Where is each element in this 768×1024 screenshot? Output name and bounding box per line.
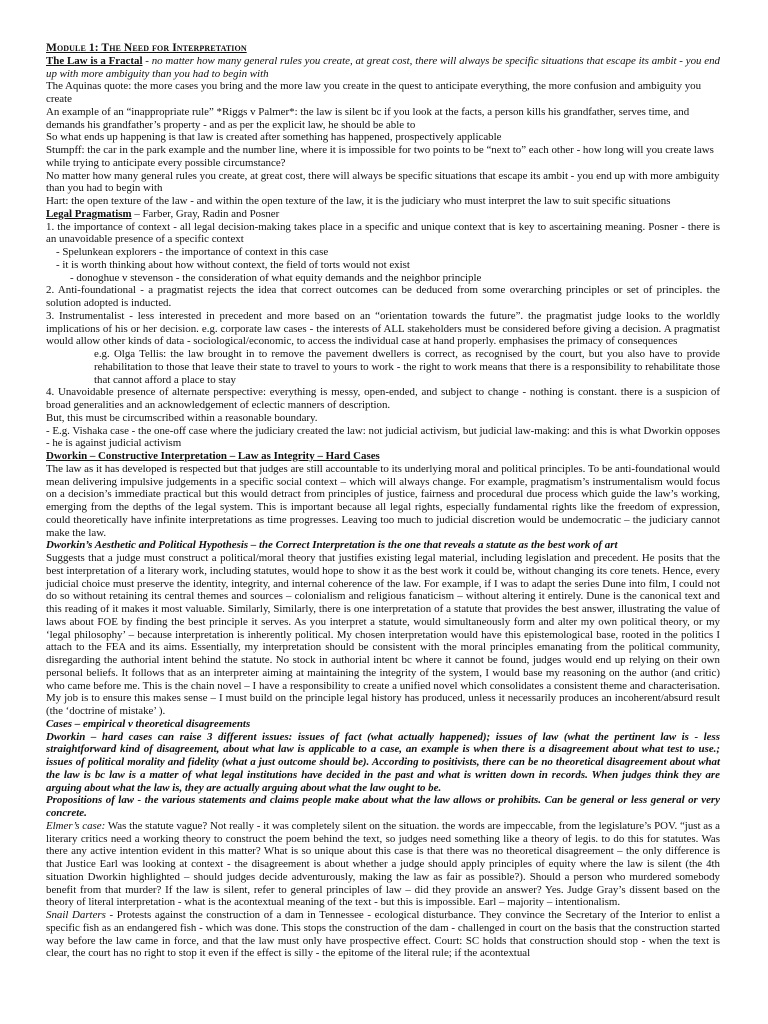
propositions-paragraph: Propositions of law - the various statements and claims people make about what the law allows or prohibits. Can be general or less general or very concrete.: [46, 794, 720, 819]
document-page: [46, 42, 720, 960]
cases-heading: Cases – empirical v theoretical disagreements: [46, 717, 251, 730]
stumpff-paragraph: Stumpff: the car in the park example and the number line, where it is impossible for two points to be “next to” each other - how long will you create laws while trying to anticipate every possible circumstance?: [46, 144, 714, 169]
riggs-paragraph: An example of an “inappropriate rule” *Riggs v Palmer*: the law is silent bc if you look at the facts, a person kills his grandfather, serves time, and demands his grandfather’s property - and as per the explicit law, he should be able to: [46, 105, 690, 131]
pragmatism-heading: Legal Pragmatism: [46, 207, 132, 220]
fractal-heading: The Law is a Fractal: [46, 54, 143, 67]
fractal-paragraph: [46, 55, 720, 81]
aesthetic-heading: Dworkin’s Aesthetic and Political Hypothesis – the Correct Interpretation is the one that reveals a statute as the best work of art: [46, 539, 618, 552]
pragmatism-bullet-1: - Spelunkean explorers - the importance of context in this case: [56, 246, 329, 258]
module-title: Module 1: The Need for Interpretation: [46, 42, 247, 54]
aesthetic-paragraph: Suggests that a judge must construct a political/moral theory that justifies existing legal material, including legislation and precedent. He posits that the best interpretation of a literary work, including statutes, would hope to show it as the best work it could be, without changing its core tenets. Hence, every judicial choice must preserve the identity, integrity, and internal coherence of the law. For example, if I was to adapt the series Dune into film, I could not do so without retaining its central themes and sources – colonialism and religious fanaticism – without altering it entirely. Dune is the canonical text and this reading of it makes it most valuable. Similarly, Similarly, there is one interpretation of a statute that provides the best answer, illustrating the value of laws about FOE by finding the best principle it serves. As you interpret a statute, would simultaneously form and alter my own political theory, or my ‘legal philosophy’ – because interpretation is inherently political. My chosen interpretation would have this epistemological base, rooted in the politics I attach to the FEA and its aims. Essentially, my interpretation should be consistent with the moral principles emanating from the political community, disregarding the authorial intent behind the statute. No stock in authorial intent bc where it cannot be found, judges would end up relying on their own personal beliefs. It follows that as an interpreter aiming at maintaining the integrity of the system, I would base my reasoning on the author (and critic) who came before me. This is the chain novel – I have a responsibility to create a unified novel which consolidates a consistent theme and characterisation. My job is to ensure this makes sense – I must build on the principle legal history has produced, unless it necessarily produces an incoherent/absurd result (the ‘doctrine of mistake’ ).: [46, 552, 720, 717]
pragmatism-point-4-boundary: But, this must be circumscribed within a reasonable boundary.: [46, 411, 318, 424]
fractal-tail: - no matter how many general rules you create, at great cost, there will always be specific situations that escape its ambit - you end up with more ambiguity than you had to begin with: [46, 54, 720, 80]
pragmatism-olga-tellis: e.g. Olga Tellis: the law brought in to remove the pavement dwellers is correct, as recognised by the court, but you also have to provide rehabilitation to those that leave their state to travel to yours to work - the right to work means that there is a responsibility to rehabilitate those that cannot afford a place to stay: [94, 348, 720, 386]
snail-label: Snail Darters: [46, 909, 106, 921]
pragmatism-point-4: 4. Unavoidable presence of alternate perspective: everything is messy, open-ended, and subject to change - nothing is constant. there is a suspicion of broad generalities and an acknowledgement of eclectic manners of description.: [46, 386, 720, 411]
dworkin-paragraph: The law as it has developed is respected but that judges are still accountable to its underlying moral and political principles. To be anti-foundational would mean delivering impulsive judgements in a specific social context – which will always change. For example, pragmatism’s instrumentalism would focus on a decision’s immediate practical but this would detract from principles of justice, fairness and procedural due process which guide the law’s working, emerging from the depths of the legal system. This is important because all legal rights, especially fundamental rights like the freedom of expression, could theoretically have infinite interpretations as time progresses. Leaving too much to judicial discretion would be undemocratic – the judiciary cannot make the law.: [46, 462, 720, 539]
pragmatism-vishaka: - E.g. Vishaka case - the one-off case where the judiciary created the law: not judicial activism, but judicial law-making: and this is what Dworkin opposes - he is against judicial activism: [46, 424, 720, 450]
elmer-label: Elmer’s case:: [46, 819, 106, 832]
pragmatism-bullet-2: - it is worth thinking about how without context, the field of torts would not exist: [56, 258, 410, 271]
hart-paragraph: Hart: the open texture of the law - and within the open texture of the law, it is the judiciary who must interpret the law to suit specific situations: [46, 195, 671, 207]
elmer-text: Was the statute vague? Not really - it was completely silent on the situation. the words are impeccable, from the legislature’s POV. “just as a literary critics need a working theory to construct the poem behind the text, so judges need something like a theory of legis. to do this for statutes. Was there any active intention evident in this matter? What is so unique about this case is that there was no theoretical disagreement – the only difference is that Justice Earl was looking at context - the disagreement is about whether a judge should apply principles of equity where the law is silent (the 4th situation Dworkin highlighted – should judges decide adventurously, making the law as fair as possible?). Should a person who murdered somebody benefit from that murder? If the law is silent, refer to general principles of law – did they provide an answer? Yes. Judge Gray’s dissent based on the theory of literal interpretation - what is the acontextual meaning of the text - but this is impossible. Earl – majority – intentionalism.: [46, 819, 720, 909]
snail-text: - Protests against the construction of a dam in Tennessee - ecological disturbance. They convince the Secretary of the Interior to enlist a specific fish as an endangered fish - which was done. This stops the construction of the dam - challenged in court on the basis that the construction started way before the law came in force, and that the law must only have prospective effect. Court: SC holds that construction should stop - when the text is clear, the court has no right to stop it even if the effect is silly - the epitome of the literal rule; if the acontextual: [46, 909, 721, 960]
pragmatism-point-1: 1. the importance of context - all legal decision-making takes place in a specific and unique context that is key to ascertaining meaning. Posner - there is an unavoidable presence of a specific context: [46, 220, 720, 246]
pragmatism-names: – Farber, Gray, Radin and Posner: [131, 207, 280, 220]
dworkin-heading: Dworkin – Constructive Interpretation – Law as Integrity – Hard Cases: [46, 450, 380, 462]
pragmatism-point-3: 3. Instrumentalist - less interested in precedent and more based on an “orientation towards the future”. the pragmatist judge looks to the worldly implications of his or her decision. e.g. corporate law cases - the interests of ALL stakeholders must be considered before giving a decision. A pragmatist would allow other kinds of data - sociological/economic, to access the individual case at hand properly. emphasises the primacy of consequences: [46, 309, 720, 348]
pragmatism-point-2: 2. Anti-foundational - a pragmatist rejects the idea that correct outcomes can be deduced from some overarching principles or set of principles. the solution adopted is inducted.: [46, 284, 720, 309]
hard-cases-paragraph: Dworkin – hard cases can raise 3 different issues: issues of fact (what actually happened); issues of law (what the pertinent law is - less straightforward kind of disagreement, about what law is applicable to a case, an example is when there is a disagreement about what test to use.; issues of political morality and fidelity (what a just outcome should be). According to positivists, there can be no theoretical disagreement about what the law is bc law is a matter of what legal institutions have decided in the past and what is written down in records. When judges think they are arguing about what the law is, they are actually arguing about what the law ought to be.: [46, 730, 720, 794]
pragmatism-heading-line: [46, 208, 720, 221]
nomatter-paragraph: No matter how many general rules you create, at great cost, there will always be specific situations that escape its ambit - you end up with more ambiguity than you had to begin with: [46, 169, 720, 195]
snail-paragraph: [46, 909, 720, 960]
pragmatism-bullet-3: - donoghue v stevenson - the consideration of what equity demands and the neighbor principle: [70, 271, 482, 284]
elmer-paragraph: [46, 820, 720, 909]
aquinas-paragraph: The Aquinas quote: the more cases you bring and the more law you create in the quest to anticipate everything, the more confusion and ambiguity you create: [46, 80, 702, 105]
sowhat-paragraph: So what ends up happening is that law is created after something has happened, prospectively applicable: [46, 131, 502, 144]
